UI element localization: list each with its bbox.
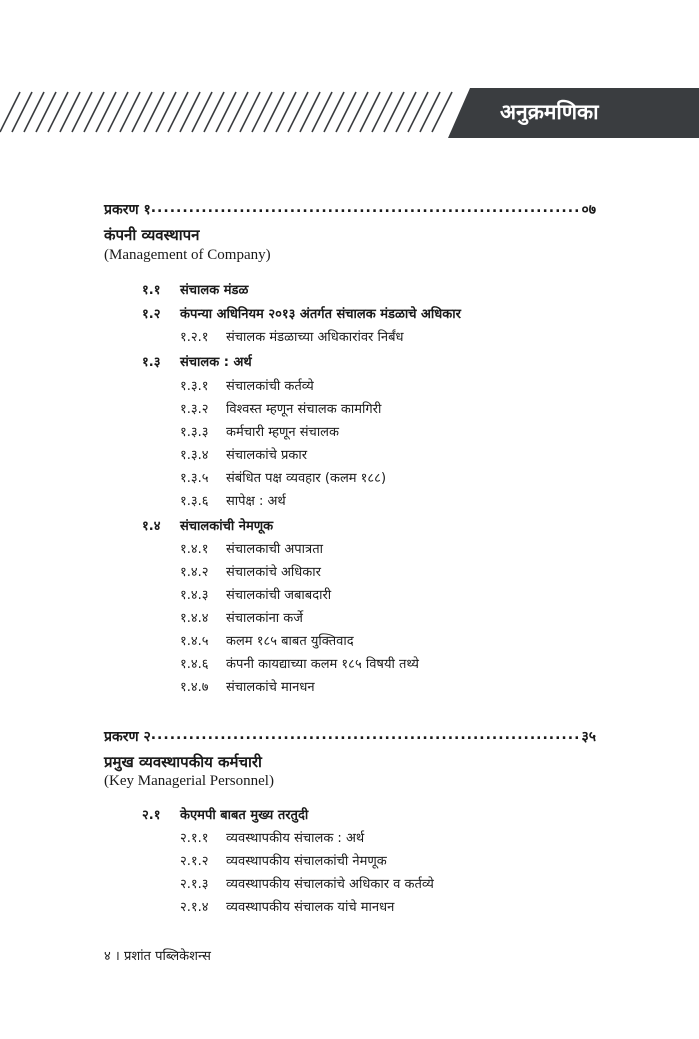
toc-entry[interactable]: १.३.४ संचालकांचे प्रकार	[180, 448, 308, 463]
chapter-2-label: प्रकरण २	[104, 729, 151, 745]
chapter-1-page: ०७	[581, 202, 596, 218]
toc-entry[interactable]: १.४.२ संचालकांचे अधिकार	[180, 565, 321, 580]
toc-entry[interactable]: २.१.१ व्यवस्थापकीय संचालक : अर्थ	[180, 831, 365, 846]
leader-dots	[151, 727, 582, 746]
chapter-1-subtitle: (Management of Company)	[104, 247, 271, 263]
toc-entry[interactable]: १.४ संचालकांची नेमणूक	[142, 519, 274, 534]
chapter-1-title: कंपनी व्यवस्थापन	[104, 226, 200, 244]
toc-entry[interactable]: २.१ केएमपी बाबत मुख्य तरतुदी	[142, 808, 309, 823]
toc-entry[interactable]: १.३.६ सापेक्ष : अर्थ	[180, 494, 286, 509]
toc-entry[interactable]: २.१.४ व्यवस्थापकीय संचालक यांचे मानधन	[180, 900, 395, 915]
toc-entry[interactable]: १.४.७ संचालकांचे मानधन	[180, 680, 315, 695]
toc-entry[interactable]: २.१.२ व्यवस्थापकीय संचालकांची नेमणूक	[180, 854, 387, 869]
toc-entry[interactable]: १.४.४ संचालकांना कर्जे	[180, 611, 303, 626]
chapter-1-label: प्रकरण १	[104, 202, 151, 218]
toc-entry[interactable]: १.४.६ कंपनी कायद्याच्या कलम १८५ विषयी तथ्ये	[180, 657, 419, 672]
toc-entry[interactable]: १.४.५ कलम १८५ बाबत युक्तिवाद	[180, 634, 354, 649]
toc-entry[interactable]: १.३ संचालक : अर्थ	[142, 355, 252, 370]
toc-entry[interactable]: १.१ संचालक मंडळ	[142, 283, 249, 298]
chapter-2-title: प्रमुख व्यवस्थापकीय कर्मचारी	[104, 753, 262, 771]
chapter-2-page: ३५	[581, 729, 596, 745]
leader-dots	[151, 200, 582, 219]
toc-entry[interactable]: १.३.१ संचालकांची कर्तव्ये	[180, 379, 314, 394]
toc-entry[interactable]: १.४.१ संचालकाची अपात्रता	[180, 542, 323, 557]
chapter-2-row[interactable]	[104, 727, 596, 746]
toc-entry[interactable]: १.२.१ संचालक मंडळाच्या अधिकारांवर निर्बंध	[180, 330, 404, 345]
chapter-2-subtitle: (Key Managerial Personnel)	[104, 773, 274, 789]
toc-entry[interactable]: १.३.२ विश्वस्त म्हणून संचालक कामगिरी	[180, 402, 382, 417]
page-title: अनुक्रमणिका	[500, 100, 599, 124]
chapter-1-row[interactable]	[104, 200, 596, 219]
page-footer: ४ । प्रशांत पब्लिकेशन्स	[104, 949, 211, 964]
toc-entry[interactable]: १.२ कंपन्या अधिनियम २०१३ अंतर्गत संचालक मंडळाचे अधिकार	[142, 307, 461, 322]
toc-entry[interactable]: २.१.३ व्यवस्थापकीय संचालकांचे अधिकार व कर्तव्ये	[180, 877, 434, 892]
toc-entry[interactable]: १.३.३ कर्मचारी म्हणून संचालक	[180, 425, 339, 440]
toc-entry[interactable]: १.४.३ संचालकांची जबाबदारी	[180, 588, 332, 603]
toc-entry[interactable]: १.३.५ संबंधित पक्ष व्यवहार (कलम १८८)	[180, 471, 387, 486]
